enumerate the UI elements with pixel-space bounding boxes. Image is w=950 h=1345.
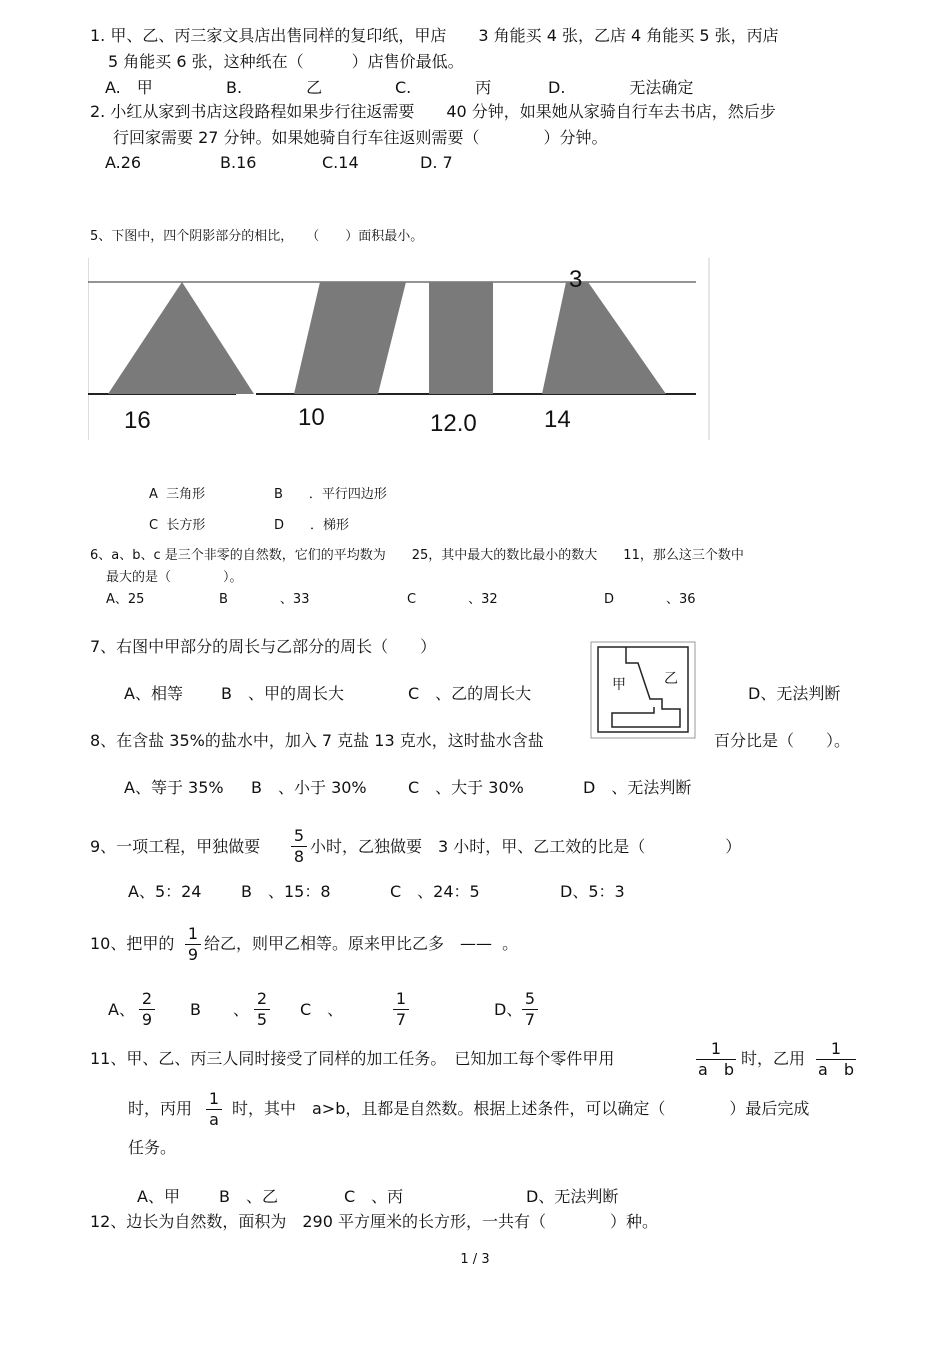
q1-line2: 5 角能买 6 张，这种纸在（ ）店售价最低。 bbox=[108, 52, 464, 71]
trapezoid-shape bbox=[542, 282, 666, 394]
q9-post: 小时，乙独做要 3 小时，甲、乙工效的比是（ ） bbox=[310, 837, 742, 856]
label-jia: 甲 bbox=[612, 676, 626, 692]
q11-line2-pre: 时，丙用 bbox=[128, 1099, 193, 1118]
q2-option-d: D. 7 bbox=[420, 153, 453, 172]
q9-fraction: 5 8 bbox=[289, 827, 309, 866]
q6-option-a: A、25 bbox=[106, 592, 145, 607]
q7-option-b: B 、甲的周长大 bbox=[221, 684, 344, 703]
q10-post: 给乙，则甲乙相等。原来甲比乙多 —— 。 bbox=[204, 934, 519, 953]
q6-option-c: C 、32 bbox=[407, 592, 498, 607]
q5-option-a: A 三角形 bbox=[149, 487, 206, 502]
q9-option-c: C 、24：5 bbox=[390, 882, 480, 901]
q11-option-b: B 、乙 bbox=[219, 1187, 278, 1206]
q10-fraction: 1 9 bbox=[183, 925, 203, 964]
q6-line1: 6、a、b、c 是三个非零的自然数，它们的平均数为 25，其中最大的数比最小的数大 11，那么这三个数中 bbox=[90, 548, 744, 563]
q8-text: 8、在含盐 35%的盐水中，加入 7 克盐 13 克水，这时盐水含盐 bbox=[90, 731, 544, 750]
q8-option-d: D 、无法判断 bbox=[583, 778, 692, 797]
label-3: 3 bbox=[569, 266, 583, 293]
q10-option-a: A、 bbox=[108, 1000, 135, 1019]
q6-line2: 最大的是（ ）。 bbox=[106, 570, 243, 585]
q7-perimeter-figure bbox=[590, 641, 698, 741]
q7-text: 7、右图中甲部分的周长与乙部分的周长（ ） bbox=[90, 637, 437, 656]
q8-option-b: B 、小于 30% bbox=[251, 778, 367, 797]
q10-option-b-fraction: 2 5 bbox=[252, 990, 272, 1029]
q11-mid: 时，乙用 bbox=[741, 1049, 806, 1068]
q10-pre: 10、把甲的 bbox=[90, 934, 175, 953]
label-16: 16 bbox=[124, 407, 151, 434]
label-10: 10 bbox=[298, 404, 325, 431]
triangle-shape bbox=[108, 282, 254, 394]
q11-fraction-3: 1 a bbox=[204, 1090, 224, 1129]
q2-option-a: A.26 bbox=[105, 153, 142, 172]
label-yi: 乙 bbox=[664, 670, 678, 686]
q11-option-d: D、无法判断 bbox=[526, 1187, 619, 1206]
q12-text: 12、边长为自然数，面积为 290 平方厘米的长方形，一共有（ ）种。 bbox=[90, 1212, 658, 1231]
q10-option-c-fraction: 1 7 bbox=[391, 990, 411, 1029]
q5-option-d: D ．梯形 bbox=[274, 518, 350, 533]
q8-option-c: C 、大于 30% bbox=[408, 778, 524, 797]
q2-option-b: B.16 bbox=[220, 153, 257, 172]
q2-option-c: C.14 bbox=[322, 153, 359, 172]
q7-option-c: C 、乙的周长大 bbox=[408, 684, 532, 703]
q5-text: 5、下图中，四个阴影部分的相比， （ ）面积最小。 bbox=[90, 229, 424, 244]
q10-option-d-fraction: 5 7 bbox=[520, 990, 540, 1029]
q6-option-b: B 、33 bbox=[219, 592, 310, 607]
q11-fraction-2: 1 a b bbox=[814, 1040, 858, 1079]
q5-shapes-figure bbox=[88, 258, 710, 440]
q9-option-a: A、5：24 bbox=[128, 882, 202, 901]
q11-line1: 11、甲、乙、丙三人同时接受了同样的加工任务。 已知加工每个零件甲用 bbox=[90, 1049, 615, 1068]
rectangle-shape bbox=[429, 282, 493, 394]
q6-option-d: D 、36 bbox=[604, 592, 696, 607]
q10-option-d: D、 bbox=[494, 1000, 523, 1019]
q1-option-c: C. 丙 bbox=[395, 78, 492, 97]
q7-option-a: A、相等 bbox=[124, 684, 183, 703]
q9-option-d: D、5：3 bbox=[560, 882, 625, 901]
q10-option-c: C 、 bbox=[300, 1000, 344, 1019]
q10-option-b: B 、 bbox=[190, 1000, 249, 1019]
q7-option-d: D、无法判断 bbox=[748, 684, 841, 703]
q11-option-c: C 、丙 bbox=[344, 1187, 404, 1206]
q5-option-c: C 长方形 bbox=[149, 518, 206, 533]
q11-line3: 任务。 bbox=[128, 1138, 177, 1157]
q10-option-a-fraction: 2 9 bbox=[137, 990, 157, 1029]
q1-line1: 1. 甲、乙、丙三家文具店出售同样的复印纸，甲店 3 角能买 4 张，乙店 4 角能买 5 张，丙店 bbox=[90, 26, 779, 45]
q1-option-a: A. 甲 bbox=[105, 78, 153, 97]
page-number: 1 / 3 bbox=[460, 1252, 490, 1267]
label-14: 14 bbox=[544, 406, 571, 433]
q2-line1: 2. 小红从家到书店这段路程如果步行往返需要 40 分钟，如果她从家骑自行车去书店，然后步 bbox=[90, 102, 776, 121]
q11-option-a: A、甲 bbox=[137, 1187, 180, 1206]
q11-line2-post: 时，其中 a>b，且都是自然数。根据上述条件，可以确定（ ）最后完成 bbox=[232, 1099, 810, 1118]
q1-option-b: B. 乙 bbox=[226, 78, 323, 97]
q1-option-d: D. 无法确定 bbox=[548, 78, 694, 97]
q8-option-a: A、等于 35% bbox=[124, 778, 224, 797]
q11-fraction-1: 1 a b bbox=[694, 1040, 738, 1079]
parallelogram-shape bbox=[294, 282, 406, 394]
q9-option-b: B 、15：8 bbox=[241, 882, 331, 901]
label-12: 12.0 bbox=[430, 410, 477, 437]
q8-tail: 百分比是（ ）。 bbox=[714, 731, 851, 750]
q5-option-b: B ．平行四边形 bbox=[274, 487, 387, 502]
q2-line2: 行回家需要 27 分钟。如果她骑自行车往返则需要（ ）分钟。 bbox=[113, 128, 608, 147]
q9-pre: 9、一项工程，甲独做要 bbox=[90, 837, 261, 856]
